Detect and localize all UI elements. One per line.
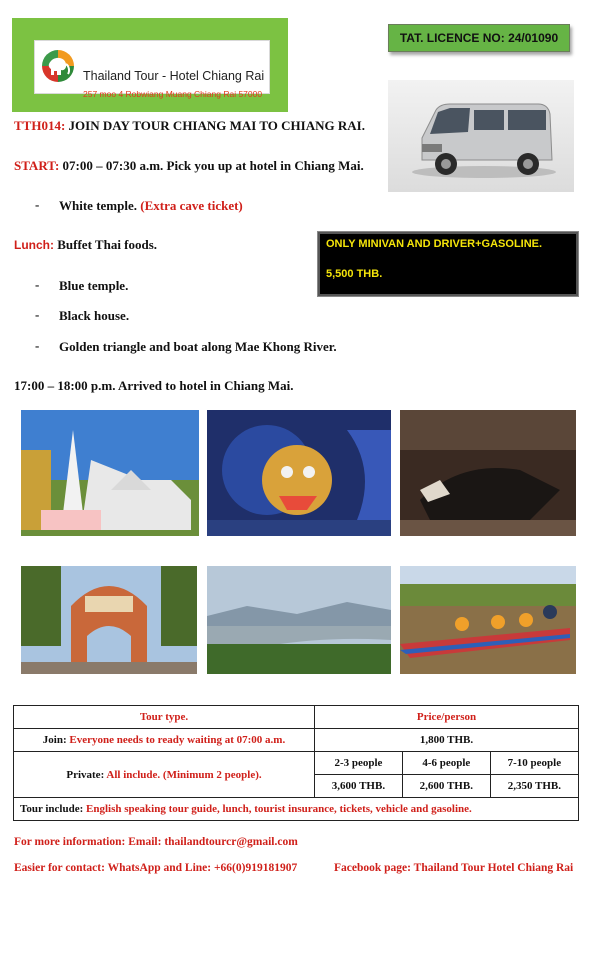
photo-white-temple xyxy=(21,410,199,536)
private-label: Private: xyxy=(66,768,105,781)
start-text: 07:00 – 07:30 a.m. Pick you up at hotel in Chiang Mai. xyxy=(62,158,364,173)
minivan-illustration xyxy=(388,80,574,192)
itinerary-item-black-house: Black house. xyxy=(59,308,130,323)
photo-longtail-boat xyxy=(400,566,576,674)
bullet-dash: - xyxy=(35,197,40,212)
photo-mekong-river xyxy=(207,566,391,674)
join-label: Join: xyxy=(42,734,67,746)
group-price: 3,600 THB. xyxy=(315,775,403,798)
elephant-logo-icon xyxy=(39,47,77,85)
logo-banner xyxy=(12,18,288,112)
photo-golden-triangle-arch xyxy=(21,566,197,674)
group-size: 2-3 people xyxy=(315,752,403,775)
contact-facebook-line: Facebook page: Thailand Tour Hotel Chiang Rai xyxy=(334,862,574,874)
tour-title-line xyxy=(14,118,365,134)
include-label: Tour include: xyxy=(20,803,84,815)
logo-address: 257 moo 4 Robwiang Muang Chiang Rai 57000 xyxy=(83,89,263,99)
lunch-line xyxy=(14,237,157,253)
itinerary-item-blue-temple: Blue temple. xyxy=(59,278,129,293)
group-size: 4-6 people xyxy=(402,752,490,775)
join-price: 1,800 THB. xyxy=(315,729,579,752)
bullet-dash: - xyxy=(35,307,40,322)
include-text: English speaking tour guide, lunch, tourist insurance, tickets, vehicle and gasoline. xyxy=(86,803,472,815)
item-white-temple-text: White temple. xyxy=(59,198,137,213)
minivan-photo xyxy=(388,80,574,192)
licence-badge: TAT. LICENCE NO: 24/01090 xyxy=(388,24,570,52)
lunch-label: Lunch: xyxy=(14,238,54,252)
itinerary-item-golden-triangle: Golden triangle and boat along Mae Khong River. xyxy=(59,339,337,354)
promo-price: 5,500 THB. xyxy=(326,268,383,280)
group-size: 7-10 people xyxy=(490,752,578,775)
photo-black-house xyxy=(400,410,576,536)
private-note: All include. (Minimum 2 people). xyxy=(106,768,262,781)
bullet-dash: - xyxy=(35,338,40,353)
bullet-dash: - xyxy=(35,277,40,292)
table-row-private xyxy=(14,752,315,798)
lunch-text: Buffet Thai foods. xyxy=(57,237,158,252)
price-table xyxy=(13,705,579,821)
table-row-join xyxy=(14,729,315,752)
photo-blue-temple xyxy=(207,410,391,536)
contact-whatsapp-line: Easier for contact: WhatsApp and Line: +66(0)919181907 xyxy=(14,862,298,874)
group-price: 2,350 THB. xyxy=(490,775,578,798)
start-line xyxy=(14,158,364,174)
tour-name: JOIN DAY TOUR CHIANG MAI TO CHIANG RAI. xyxy=(68,118,365,133)
table-row-include xyxy=(14,798,579,821)
tour-code: TTH014: xyxy=(14,118,66,133)
contact-email-line: For more information: Email: thailandtourcr@gmail.com xyxy=(14,836,298,848)
item-white-temple-note: (Extra cave ticket) xyxy=(140,198,243,213)
logo-title: Thailand Tour - Hotel Chiang Rai xyxy=(83,69,265,83)
join-note: Everyone needs to ready waiting at 07:00 a.m. xyxy=(69,734,286,746)
group-price: 2,600 THB. xyxy=(402,775,490,798)
start-label: START: xyxy=(14,158,60,173)
minivan-promo-box xyxy=(317,231,579,297)
table-head-tour-type: Tour type. xyxy=(14,706,315,729)
logo-card xyxy=(34,40,270,99)
promo-line-1: ONLY MINIVAN AND DRIVER+GASOLINE. xyxy=(326,238,543,250)
itinerary-item-white-temple xyxy=(59,198,243,214)
table-head-price: Price/person xyxy=(315,706,579,729)
end-line: 17:00 – 18:00 p.m. Arrived to hotel in Chiang Mai. xyxy=(14,378,294,393)
